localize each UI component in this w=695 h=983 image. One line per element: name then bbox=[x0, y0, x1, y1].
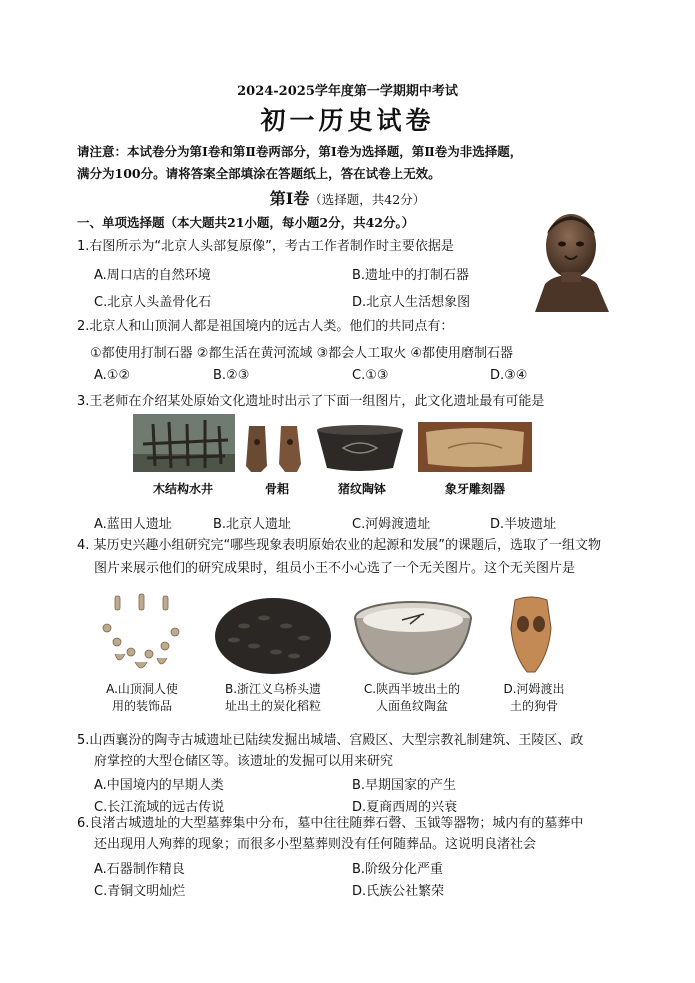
q3-option-d: D.半坡遗址 bbox=[490, 517, 557, 532]
q3-stem: 3.王老师在介绍某处原始文化遗址时出示了下面一组图片，此文化遗址最有可能是 bbox=[77, 394, 545, 409]
exam-year: 2024-2025学年度第一学期期中考试 bbox=[237, 84, 458, 99]
q4-caption-b bbox=[208, 681, 338, 715]
q2-stem: 2.北京人和山顶洞人都是祖国境内的远古人类。他们的共同点有： bbox=[77, 319, 454, 334]
q2-option-d: D.③④ bbox=[490, 368, 528, 383]
q3-option-b: B.北京人遗址 bbox=[213, 517, 292, 532]
q4-caption-c-line-1: C.陕西半坡出土的 bbox=[363, 682, 461, 696]
q4-caption-d bbox=[492, 681, 576, 715]
q3-option-c: C.河姆渡遗址 bbox=[352, 517, 431, 532]
q1-option-d: D.北京人生活想象图 bbox=[352, 295, 471, 310]
q6-option-c: C.青铜文明灿烂 bbox=[94, 884, 186, 899]
q4-caption-b-line-1: B.浙江义乌桥头遗 bbox=[224, 682, 322, 696]
q5-option-b: B.早期国家的产生 bbox=[352, 778, 457, 793]
q4-caption-d-line-2: 土的狗骨 bbox=[509, 699, 558, 713]
ivory-carving-image bbox=[418, 422, 532, 472]
notice-line-1: 请注意：本试卷分为第Ⅰ卷和第Ⅱ卷两部分，第Ⅰ卷为选择题，第Ⅱ卷为非选择题， bbox=[77, 144, 523, 159]
q5-option-d: D.夏商西周的兴衰 bbox=[352, 800, 458, 815]
q2-statements: ①都使用打制石器 ②都生活在黄河流域 ③都会人工取火 ④都使用磨制石器 bbox=[90, 346, 514, 361]
q6-option-d: D.氏族公社繁荣 bbox=[352, 884, 445, 899]
q5-option-c: C.长江流域的远古传说 bbox=[94, 800, 225, 815]
dog-skull-image bbox=[505, 594, 557, 676]
peking-man-bust-image bbox=[525, 204, 617, 314]
q4-caption-c-line-2: 人面鱼纹陶盆 bbox=[375, 699, 448, 713]
notice bbox=[77, 141, 637, 185]
q5-stem-line-1: 5.山西襄汾的陶寺古城遗址已陆续发掘出城墙、宫殿区、大型宗教礼制建筑、王陵区、政 bbox=[77, 733, 584, 748]
q5-stem-line-2: 府掌控的大型仓储区等。该遗址的发掘可以用来研究 bbox=[94, 754, 394, 769]
bone-spade-image bbox=[243, 422, 307, 474]
q2-option-b: B.②③ bbox=[213, 368, 250, 383]
page-title: 初一历史试卷 bbox=[260, 106, 435, 135]
fish-face-basin-image bbox=[352, 598, 474, 680]
q3-option-a: A.蓝田人遗址 bbox=[94, 517, 172, 532]
q6-option-b: B.阶级分化严重 bbox=[352, 862, 444, 877]
q3-caption-bowl: 猪纹陶钵 bbox=[337, 482, 386, 496]
q2-option-c: C.①③ bbox=[352, 368, 389, 383]
q3-caption-bone-spade: 骨耜 bbox=[264, 482, 289, 496]
q2-option-a: A.①② bbox=[94, 368, 131, 383]
q4-caption-c bbox=[350, 681, 474, 715]
q4-caption-a-line-2: 用的装饰品 bbox=[111, 699, 172, 713]
q4-caption-b-line-2: 址出土的炭化稻粒 bbox=[224, 699, 321, 713]
q4-caption-d-line-1: D.河姆渡出 bbox=[503, 682, 565, 696]
section-title: 第Ⅰ卷 bbox=[269, 189, 310, 208]
q1-option-b: B.遗址中的打制石器 bbox=[352, 268, 470, 283]
q4-stem-line-1: 4. 某历史兴趣小组研究完“哪些现象表明原始农业的起源和发展”的课题后，选取了一组文物 bbox=[77, 538, 602, 553]
q6-option-a: A.石器制作精良 bbox=[94, 862, 185, 877]
q4-caption-a-line-1: A.山顶洞人使 bbox=[106, 682, 178, 696]
q5-option-a: A.中国境内的早期人类 bbox=[94, 778, 224, 793]
q1-stem: 1.右图所示为“北京人头部复原像”，考古工作者制作时主要依据是 bbox=[77, 239, 454, 254]
carbonized-rice-image bbox=[214, 596, 332, 676]
notice-line-2: 满分为100分。请将答案全部填涂在答题纸上，答在试卷上无效。 bbox=[77, 166, 441, 181]
part-title: 一、单项选择题（本大题共21小题，每小题2分，共42分。） bbox=[77, 215, 415, 230]
q4-caption-a bbox=[84, 681, 200, 715]
q6-stem-line-1: 6.良渚古城遗址的大型墓葬集中分布，墓中往往随葬石磬、玉钺等器物；城内有的墓葬中 bbox=[77, 816, 584, 831]
wooden-well-image bbox=[133, 414, 235, 472]
q6-stem-line-2: 还出现用人殉葬的现象；而很多小型墓葬则没有任何随葬品。这说明良渚社会 bbox=[94, 837, 537, 852]
q4-stem-line-2: 图片来展示他们的研究成果时，组员小王不小心选了一个无关图片。这个无关图片是 bbox=[94, 561, 576, 576]
pig-pottery-bowl-image bbox=[315, 424, 405, 474]
q1-option-c: C.北京人头盖骨化石 bbox=[94, 295, 212, 310]
section-note: （选择题，共42分） bbox=[309, 192, 426, 207]
q3-caption-ivory: 象牙雕刻器 bbox=[444, 482, 505, 496]
q1-option-a: A.周口店的自然环境 bbox=[94, 268, 211, 283]
q3-caption-well: 木结构水井 bbox=[152, 482, 213, 496]
ornaments-image bbox=[95, 592, 187, 676]
